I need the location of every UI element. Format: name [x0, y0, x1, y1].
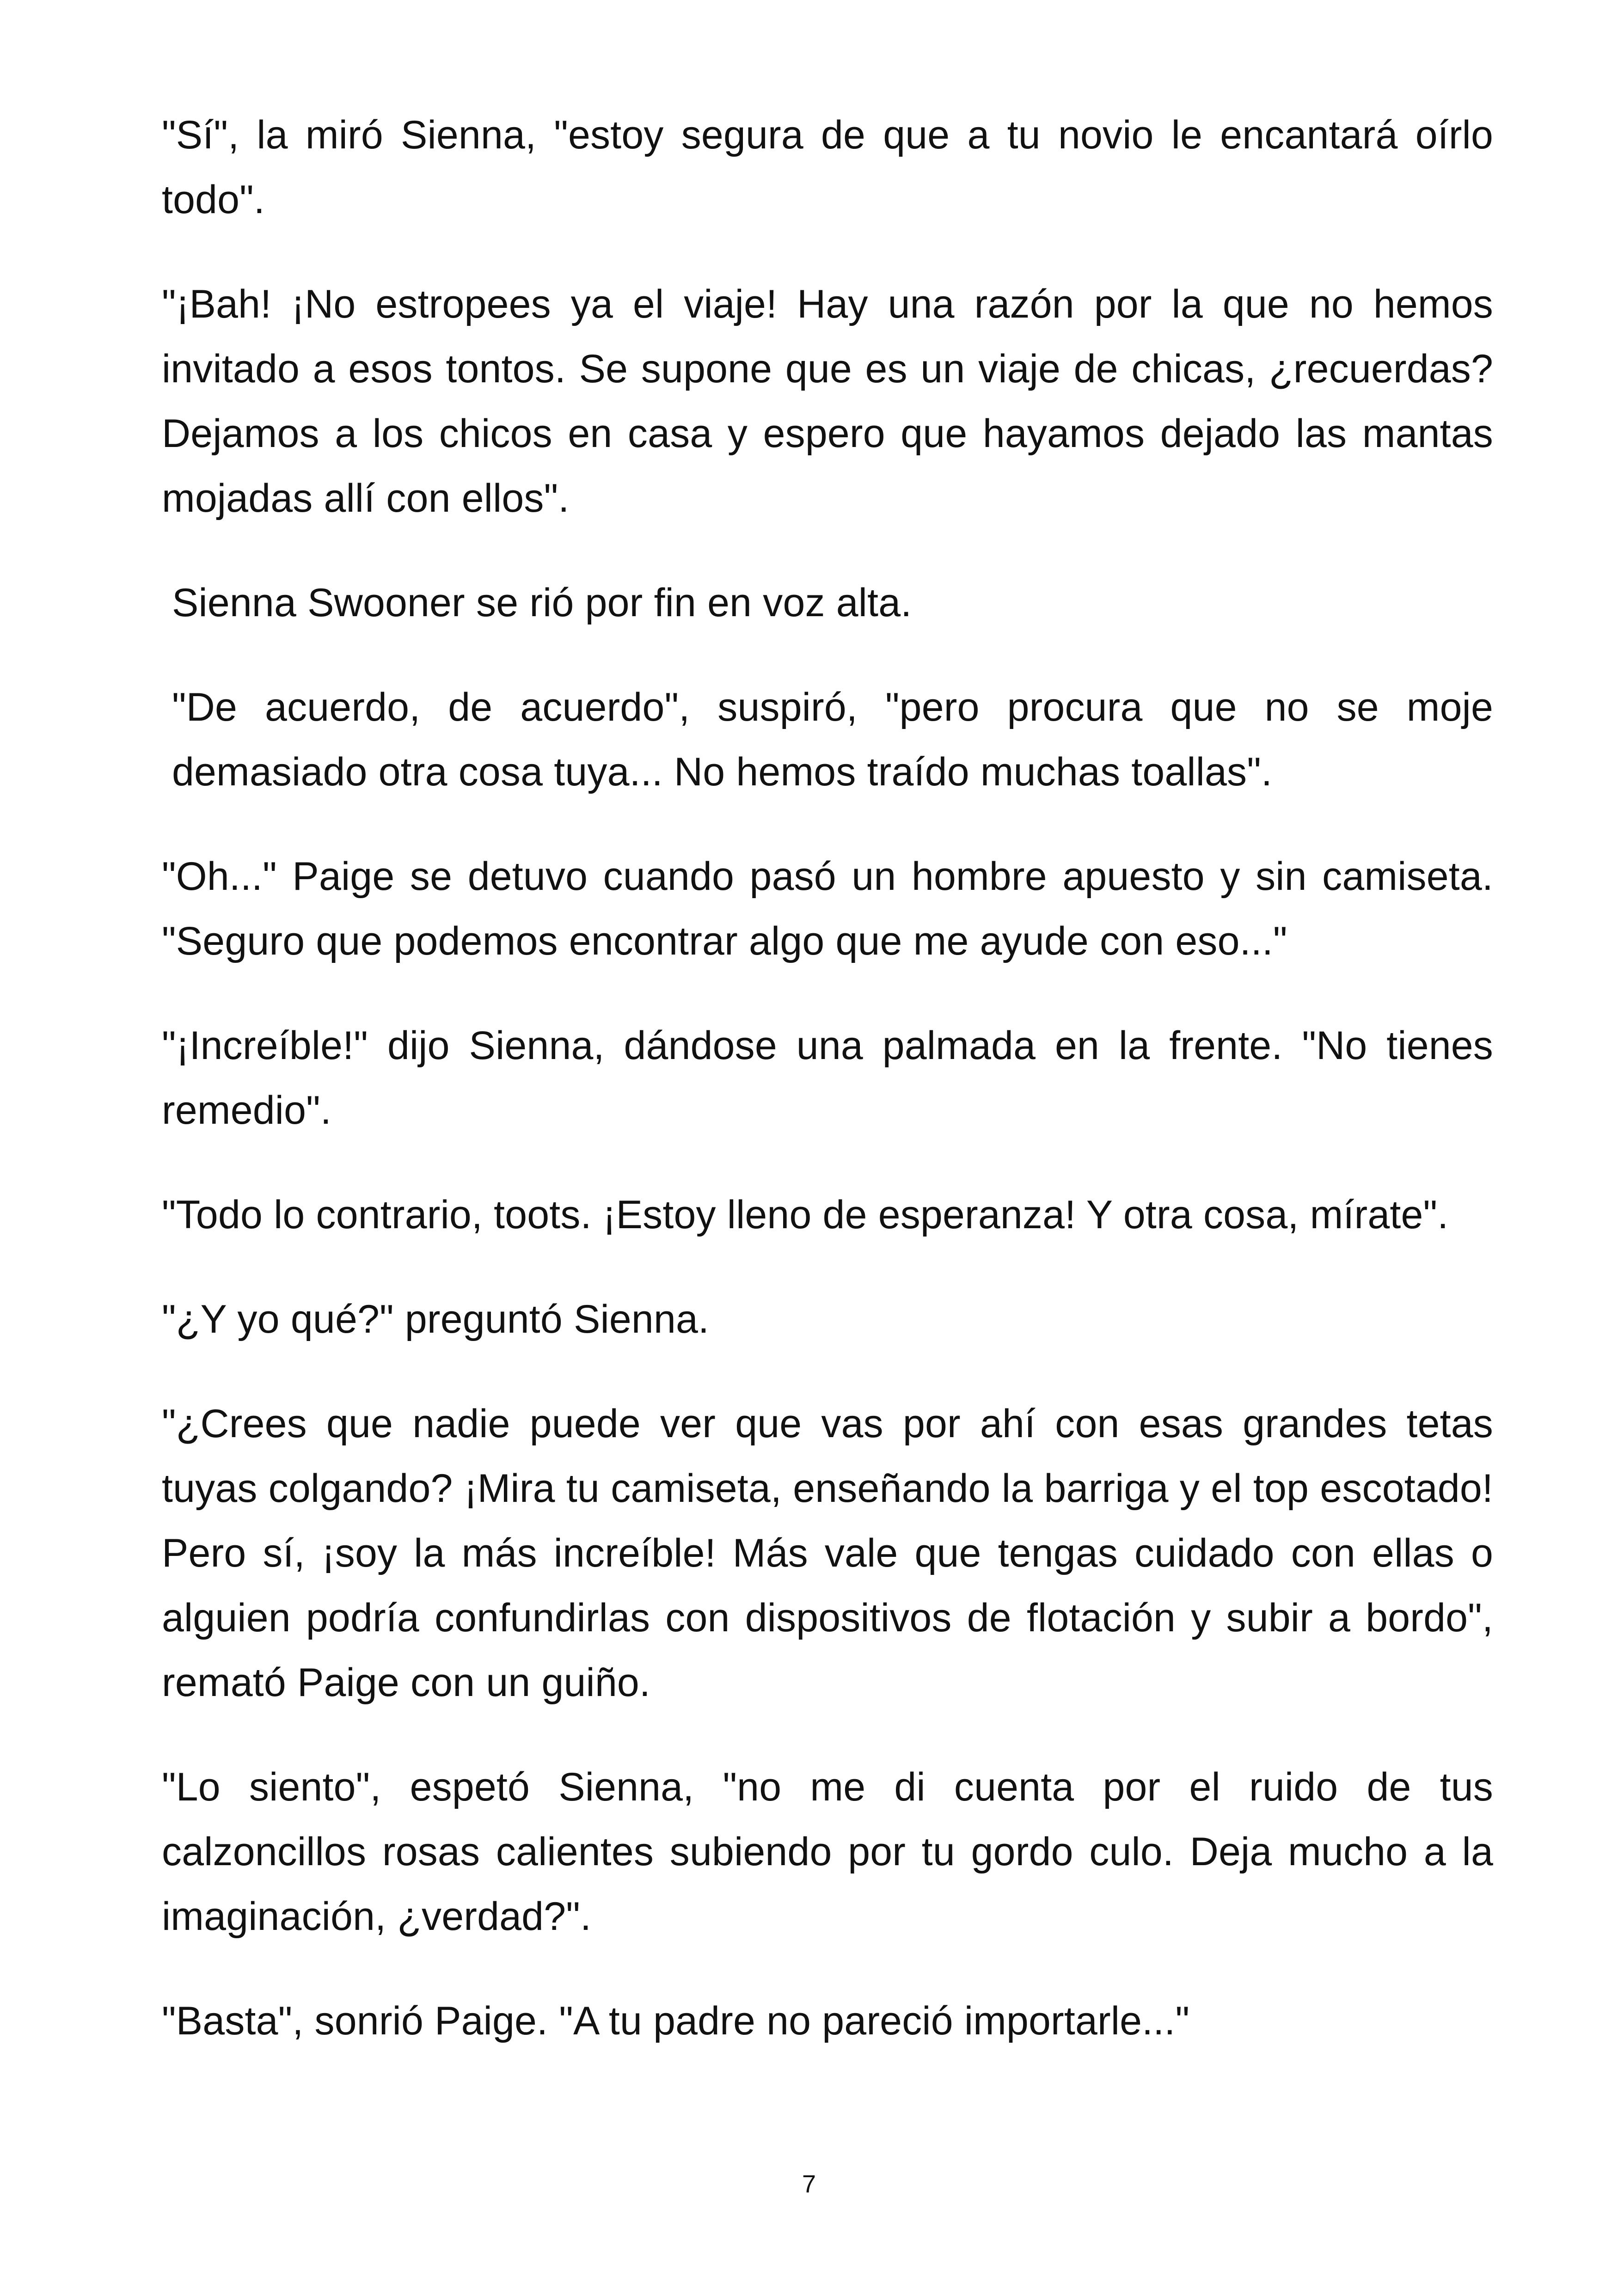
paragraph: "Oh..." Paige se detuvo cuando pasó un hombre apuesto y sin camiseta. "Seguro que podemos encontrar algo que me ayude con eso..." [162, 854, 1493, 963]
paragraph: "¿Crees que nadie puede ver que vas por ahí con esas grandes tetas tuyas colgando? ¡Mira tu camiseta, enseñando la barriga y el top escotado! Pero sí, ¡soy la más increíble! Más vale que tengas cuidado con ellas o alguien podría confundirlas con dispositivos de flotación y subir a bordo", remató Paige con un guiño. [162, 1402, 1493, 1705]
paragraph: "De acuerdo, de acuerdo", suspiró, "pero procura que no se moje demasiado otra cosa tuya... No hemos traído muchas toallas". [172, 685, 1493, 794]
paragraph: "Todo lo contrario, toots. ¡Estoy lleno de esperanza! Y otra cosa, mírate". [162, 1193, 1449, 1237]
paragraph: "¡Increíble!" dijo Sienna, dándose una palmada en la frente. "No tienes remedio". [162, 1023, 1493, 1133]
paragraph: Sienna Swooner se rió por fin en voz alta. [172, 581, 912, 625]
paragraph: "Basta", sonrió Paige. "A tu padre no pareció importarle..." [162, 1999, 1190, 2043]
paragraph: "¡Bah! ¡No estropees ya el viaje! Hay una razón por la que no hemos invitado a esos tontos. Se supone que es un viaje de chicas, ¿recuerdas? Dejamos a los chicos en casa y espero que hayamos dejado las mantas mojadas allí con ellos". [162, 282, 1493, 520]
paragraph: "¿Y yo qué?" preguntó Sienna. [162, 1297, 710, 1341]
text-body [162, 103, 1493, 2093]
paragraph: "Sí", la miró Sienna, "estoy segura de que a tu novio le encantará oírlo todo". [162, 113, 1493, 222]
paragraph: "Lo siento", espetó Sienna, "no me di cuenta por el ruido de tus calzoncillos rosas calientes subiendo por tu gordo culo. Deja mucho a la imaginación, ¿verdad?". [162, 1765, 1493, 1939]
page-number: 7 [802, 2170, 816, 2198]
